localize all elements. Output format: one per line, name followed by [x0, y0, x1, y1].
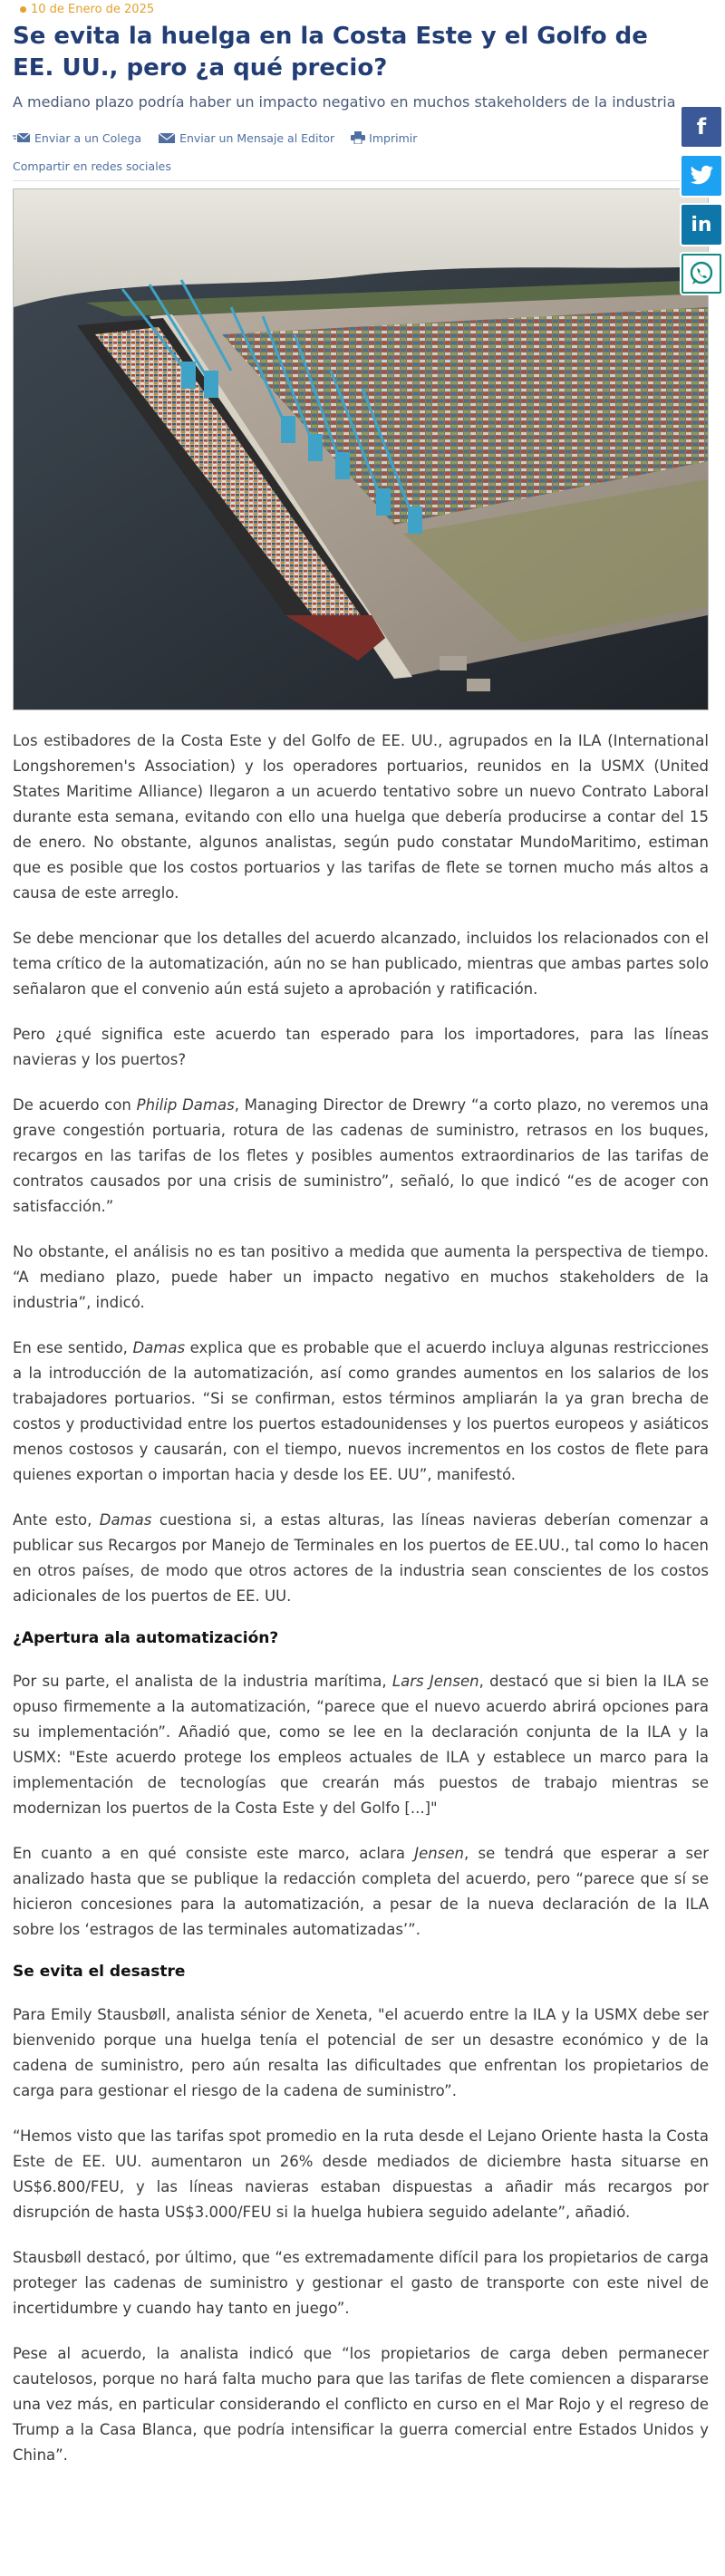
send-colleague-label: Enviar a un Colega [34, 130, 142, 145]
paragraph-text: , destacó que si bien la ILA se opuso firmemente a la automatización, “parece que el nuevo acuerdo abrirá opciones para su implementación”. Añadió que, como se lee en la declaración conjunta de la ILA y la USMX: "Este acuerdo protege los empleos actuales de ILA y establece un marco para la implementación de tecnologías que crearán más puestos de trabajo mientras se modernizan los puertos de la Costa Este y del Golfo [...]" [13, 1673, 709, 1817]
date-dot-icon [20, 6, 26, 13]
paragraph-text: En cuanto a en qué consiste este marco, aclara [13, 1845, 415, 1862]
article-subtitle: A mediano plazo podría haber un impacto negativo en muchos stakeholders de la industria [13, 93, 676, 111]
send-colleague-button[interactable] [13, 131, 141, 145]
article-paragraph [13, 1508, 709, 1609]
facebook-share-button[interactable] [682, 107, 721, 147]
print-label: Imprimir [369, 130, 418, 145]
share-social-label: Compartir en redes sociales [13, 159, 171, 173]
article-paragraph: Stausbøll destacó, por último, que “es extremadamente difícil para los propietarios de carga proteger las cadenas de suministro y gestionar el gasto de transporte con este nivel de incertidumbre y cuando hay tanto en juego”. [13, 2249, 709, 2317]
section-heading: ¿Apertura ala automatización? [13, 1629, 279, 1647]
person-name: Damas [99, 1511, 152, 1529]
date-text: 10 de Enero de 2025 [31, 3, 155, 16]
person-name: Jensen [414, 1845, 464, 1862]
article-paragraph: “Hemos visto que las tarifas spot promedio en la ruta desde el Lejano Oriente hasta la Costa Este de EE. UU. aumentaron un 26% desde mediados de diciembre hasta situarse en US$6.800/FEU, y las líneas navieras estaban dispuestas a añadir más recargos por disrupción de hasta US$3.000/FEU si la huelga hubiera seguido adelante”, añadió. [13, 2127, 709, 2221]
person-name: Lars Jensen [392, 1673, 479, 1690]
person-name: Damas [132, 1339, 186, 1356]
whatsapp-share-button[interactable] [682, 254, 721, 294]
whatsapp-icon [688, 260, 715, 287]
paragraph-text: explica que es probable que el acuerdo incluya algunas restricciones a la introducción de la automatización, así como grandes aumentos en los salarios de los trabajadores portuarios. “Si se confirman, estos términos ampliarán la ya gran brecha de costos y productividad entre los puertos estadounidenses y los puertos europeos y asiáticos menos costosos y causarán, con el tiempo, nuevos incrementos en los costos de flete para quienes exportan o importan hacia y desde los EE. UU”, manifestó. [13, 1339, 710, 1483]
hero-image [13, 188, 712, 710]
article-paragraph [13, 1841, 709, 1943]
send-editor-label: Enviar un Mensaje al Editor [179, 130, 335, 145]
article-actions [13, 129, 709, 147]
linkedin-icon: in [691, 213, 712, 236]
linkedin-share-button[interactable] [682, 205, 721, 245]
twitter-share-button[interactable] [682, 156, 721, 196]
article-paragraph: Pero ¿qué significa este acuerdo tan esperado para los importadores, para las líneas navieras y los puertos? [13, 1026, 709, 1068]
article-paragraph: Se debe mencionar que los detalles del acuerdo alcanzado, incluidos los relacionados con el tema crítico de la automatización, aún no se han publicado, mientras que ambas partes solo señalaron que el convenio aún está sujeto a aprobación y ratificación. [13, 930, 709, 998]
person-name: Philip Damas [136, 1096, 235, 1114]
facebook-icon: f [696, 114, 707, 140]
article-page [13, 0, 712, 2488]
section-heading: Se evita el desastre [13, 1963, 186, 1981]
article-paragraph [13, 1336, 709, 1488]
paragraph-text: De acuerdo con [13, 1096, 137, 1114]
printer-icon [351, 131, 365, 144]
article-paragraph [13, 1669, 709, 1821]
paragraph-text: Por su parte, el analista de la industria marítima, [13, 1673, 392, 1690]
print-button[interactable] [351, 131, 417, 145]
send-editor-button[interactable] [158, 131, 334, 145]
article-paragraph: No obstante, el análisis no es tan positivo a medida que aumenta la perspectiva de tiempo. “A mediano plazo, puede haber un impacto negativo en muchos stakeholders de la industria”, indicó. [13, 1243, 709, 1311]
paragraph-text: En ese sentido, [13, 1339, 133, 1356]
article-paragraph: Pese al acuerdo, la analista indicó que “los propietarios de carga deben permanecer cautelosos, porque no hará falta mucho para que las tarifas de flete comiencen a dispararse una vez más, en particular considerando el conflicto en curso en el Mar Rojo y el regreso de Trump a la Casa Blanca, que podría intensificar la guerra comercial entre Estados Unidos y China”. [13, 2345, 709, 2464]
article-paragraph: Para Emily Stausbøll, analista sénior de Xeneta, "el acuerdo entre la ILA y la USMX debe ser bienvenido porque una huelga tenía el potencial de ser un desastre económico y de la cadena de suministro, pero aún resalta las dificultades que enfrentan los propietarios de carga para gestionar el riesgo de la cadena de suministro”. [13, 2006, 709, 2099]
mail-forward-icon [13, 132, 31, 144]
share-social-link[interactable] [13, 159, 709, 181]
paragraph-text: Ante esto, [13, 1511, 100, 1529]
paragraph-text: , se tendrá que esperar a ser analizado hasta que se publique la redacción completa del acuerdo, pero “parece que sí se hicieron concesiones para la automatización, a pesar de la nueva declaración de la ILA sobre los ‘estragos de las terminales automatizadas’”. [13, 1845, 710, 1938]
article-date [13, 3, 709, 16]
social-share-bar [682, 107, 725, 303]
article-body [13, 728, 709, 2468]
article-paragraph: Los estibadores de la Costa Este y del Golfo de EE. UU., agrupados en la ILA (International Longshoremen's Association) y los operadores portuarios, reunidos en la USMX (United States Maritime Alliance) llegaron a un acuerdo tentativo sobre un nuevo Contrato Laboral durante esta semana, evitando con ello una huelga que debería producirse a contar del 15 de enero. No obstante, algunos analistas, según pudo constatar MundoMaritimo, estiman que es posible que los costos portuarios y las tarifas de flete se tornen mucho más altos a causa de este arreglo. [13, 732, 709, 902]
paragraph-text: cuestiona si, a estas alturas, las líneas navieras deberían comenzar a publicar sus Recargos por Manejo de Terminales en los puertos de EE.UU., tal como lo hacen en otros países, de modo que otros actores de la industria sean conscientes de los costos adicionales de los puertos de EE. UU. [13, 1511, 710, 1605]
mail-icon [158, 132, 176, 144]
article-paragraph [13, 1093, 709, 1220]
paragraph-text: , Managing Director de Drewry “a corto plazo, no veremos una grave congestión portuaria, rotura de las cadenas de suministro, retrasos en los buques, recargos en las tarifas de los fletes y posibles aumentos extraordinarios de las tarifas de contratos causados por una crisis de suministro”, señaló, lo que indicó “es de acoger con satisfacción.” [13, 1096, 709, 1215]
twitter-icon [689, 165, 714, 187]
page-title: Se evita la huelga en la Costa Este y el Golfo de EE. UU., pero ¿a qué precio? [13, 23, 648, 82]
